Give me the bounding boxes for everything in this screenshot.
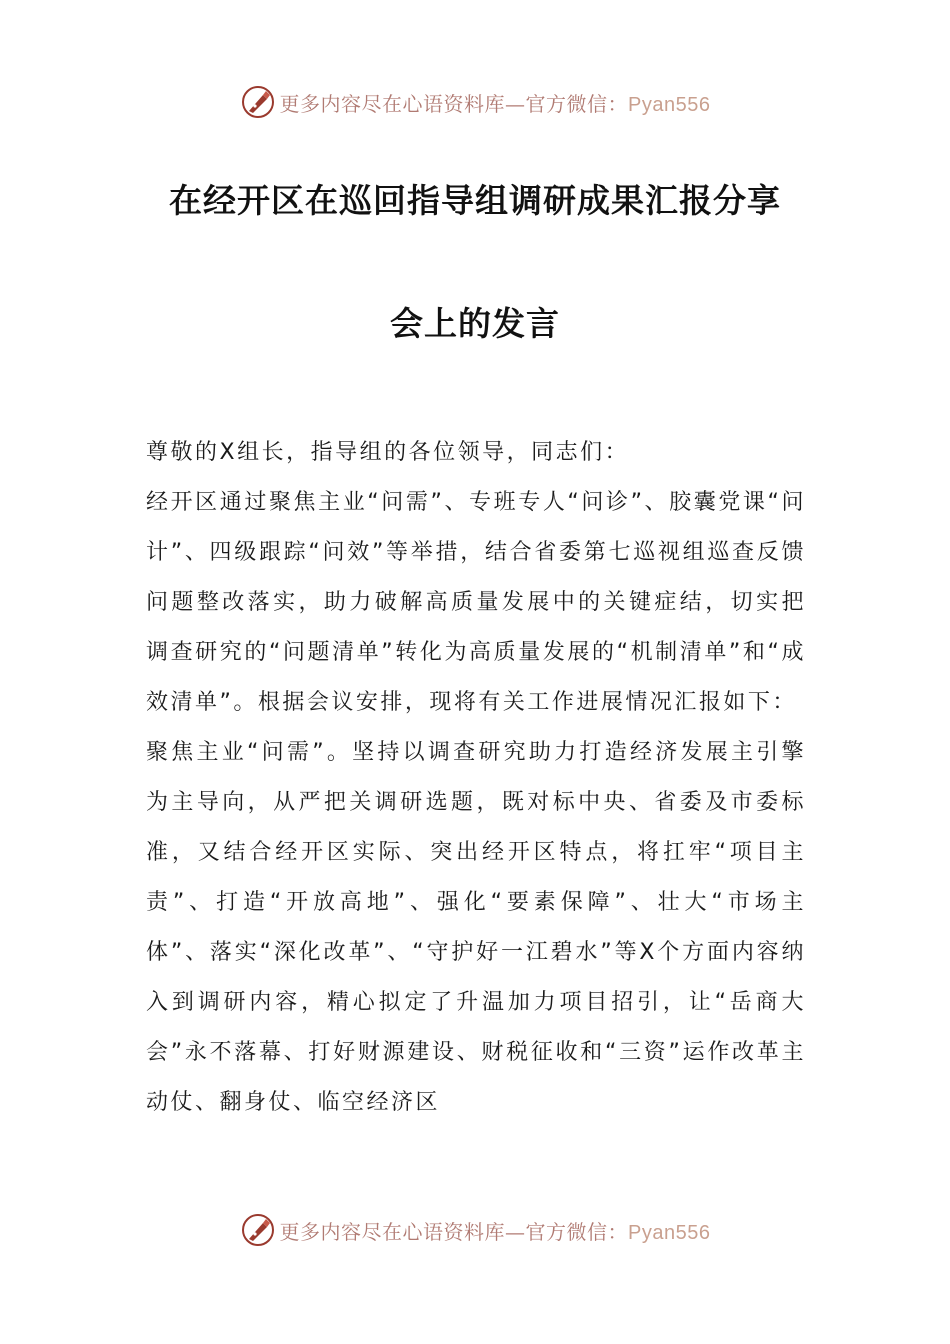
document-title-line-2: 会上的发言 (390, 304, 560, 343)
pen-nib-logo-icon (240, 84, 276, 120)
watermark-banner-top (0, 80, 950, 124)
paragraph-1: 经开区通过聚焦主业“问需”、专班专人“问诊”、胶囊党课“问计”、四级跟踪“问效”等举措，结合省委第七巡视组巡查反馈问题整改落实，助力破解高质量发展中的关键症结，切实把调查研究的“问题清单”转化为高质量发展的“机制清单”和“成效清单”。根据会议安排，现将有关工作进展情况汇报如下： (146, 490, 806, 715)
document-body (146, 428, 806, 1128)
paragraph-2: 聚焦主业“问需”。坚持以调查研究助力打造经济发展主引擎为主导向，从严把关调研选题，既对标中央、省委及市委标准，又结合经开区实际、突出经开区特点，将扛牢“项目主责”、打造“开放高地”、强化“要素保障”、壮大“市场主体”、落实“深化改革”、“守护好一江碧水”等X个方面内容纳入到调研内容，精心拟定了升温加力项目招引，让“岳商大会”永不落幕、打好财源建设、财税征收和“三资”运作改革主动仗、翻身仗、临空经济区 (146, 740, 806, 1115)
watermark-content (240, 84, 711, 120)
watermark-content (240, 1212, 711, 1248)
watermark-text: 更多内容尽在心语资料库—官方微信：Pyan556 (279, 1219, 711, 1244)
salutation: 尊敬的X组长，指导组的各位领导，同志们： (146, 440, 630, 465)
wechat-id: Pyan556 (628, 93, 711, 116)
wechat-id: Pyan556 (628, 1221, 711, 1244)
document-title-line-1: 在经开区在巡回指导组调研成果汇报分享 (169, 181, 781, 220)
pen-nib-logo-icon (240, 1212, 276, 1248)
watermark-banner-bottom (0, 1208, 950, 1252)
watermark-text: 更多内容尽在心语资料库—官方微信：Pyan556 (279, 91, 711, 116)
